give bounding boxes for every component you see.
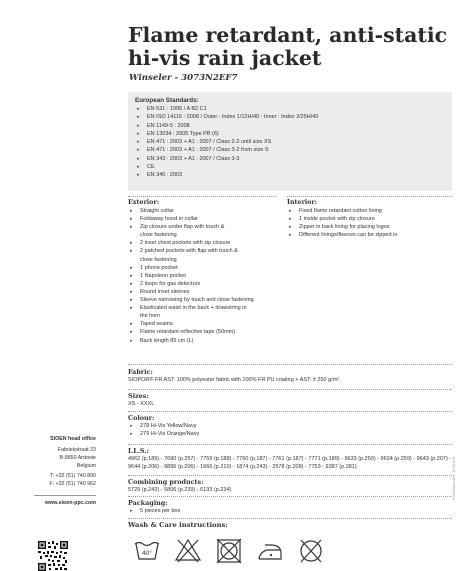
packaging-item: ▸ 5 pieces per box <box>128 507 452 515</box>
standards-list <box>135 105 452 180</box>
iron-low-icon <box>256 535 284 565</box>
sizes-heading: Sizes: <box>128 392 149 400</box>
standard-item: ▸ EN 13034 : 2005 Type PB (6) <box>135 130 452 138</box>
standard-item: ▸ CE <box>135 163 452 171</box>
colour-heading: Colour: <box>128 414 155 422</box>
qr-code-icon[interactable] <box>38 541 68 571</box>
do-not-bleach-icon <box>174 535 202 565</box>
wash-temp-label: 40° <box>142 550 152 557</box>
product-subtitle: Winseler - 3073N2EF7 <box>129 73 238 83</box>
standards-heading: European Standards: <box>135 97 199 104</box>
standard-item: ▸ EN 343 : 2003 + A1 : 2007 / Class 3-3 <box>135 155 452 163</box>
interior-section <box>287 199 452 239</box>
standard-item: ▸ EN 1149-5 : 2008 <box>135 122 452 130</box>
divider-packaging <box>128 496 452 497</box>
divider-exterior <box>128 196 276 197</box>
exterior-item: ▸ Taped seams <box>128 320 278 328</box>
combining-section <box>128 478 452 494</box>
care-icons <box>133 535 325 565</box>
exterior-item: ▸ 2 loops for gas detectors <box>128 280 278 288</box>
office-fax: F: +32 (51) 740 962 <box>49 481 96 488</box>
interior-item: ▸ Different linings/fleeces can be zipped in <box>287 231 452 239</box>
exterior-item: ▸ 2 inset chest pockets with zip closure <box>128 239 278 247</box>
divider-colour <box>128 411 452 412</box>
colour-item: ▸ 279 Hi-Vis Orange/Navy <box>128 430 452 438</box>
divider-combining <box>128 475 452 476</box>
colour-section <box>128 414 452 438</box>
divider-fabric <box>128 364 452 365</box>
office-street: Fabriekstraat 23 <box>57 447 96 454</box>
exterior-item: ▸ Foldaway hood in collar <box>128 215 278 223</box>
do-not-dry-clean-icon <box>297 535 325 565</box>
office-phone: T: +32 (51) 740 800 <box>49 473 96 480</box>
exterior-heading: Exterior: <box>128 199 160 206</box>
ils-heading: I.L.S.: <box>128 447 149 455</box>
sizes-section <box>128 392 452 408</box>
exterior-item: ▸ Elasticated waist in the back + drawstring in the hem <box>128 304 278 320</box>
office-divider <box>34 495 96 496</box>
ils-text: 4962 (p.189) - 7690 (p.257) - 7759 (p.188) - 7760 (p.187) - 7761 (p.187) - 7771 (p.189) - 9633 (p.259) - 9634 (p.259) - 9643 (p.207) - 9644 (p.206) - 9896 (p.206) - 1666 (p.210) - 1874 (p.243) - 2578 (p.208) - 7753 - 9387 (p.281) <box>128 456 452 470</box>
exterior-item: ▸ Flame retardant reflective tape (50mm) <box>128 328 278 336</box>
packaging-heading: Packaging: <box>128 499 168 507</box>
sizes-text: XS - XXXL <box>128 401 155 407</box>
interior-item: ▸ Fixed flame retardant cotton lining <box>287 207 452 215</box>
divider-wash <box>128 518 452 519</box>
divider-ils <box>128 444 452 445</box>
standard-item: ▸ EN 531 : 1995 / A B2 C1 <box>135 105 452 113</box>
exterior-item: ▸ Zip closure under flap with touch & close fastening <box>128 223 278 239</box>
office-website[interactable]: www.sioen-ppc.com <box>44 500 96 506</box>
office-website-wrap <box>34 498 96 507</box>
wash-40-icon <box>133 535 161 565</box>
colour-item: ▸ 278 Hi-Vis Yellow/Navy <box>128 422 452 430</box>
fabric-heading: Fabric: <box>128 368 153 376</box>
interior-list <box>287 207 452 239</box>
exterior-item: ▸ Straight collar <box>128 207 278 215</box>
exterior-list <box>128 207 278 345</box>
standard-item: ▸ EN 340 : 2003 <box>135 171 452 179</box>
combining-text: 5729 (p.243) - 5806 (p.239) - 6133 (p.234) <box>128 487 232 493</box>
ils-section <box>128 447 452 471</box>
exterior-item: ▸ Back length 85 cm (L) <box>128 337 278 345</box>
divider-sizes <box>128 389 452 390</box>
interior-item: ▸ 1 inside pocket with zip closure <box>287 215 452 223</box>
office-city: B-8850 Ardooie <box>59 455 96 462</box>
office-country: Belgium <box>76 463 96 470</box>
exterior-item: ▸ Sleeve narrowing by touch and close fastening <box>128 296 278 304</box>
do-not-tumble-dry-icon <box>215 535 243 565</box>
interior-heading: Interior: <box>287 199 317 206</box>
wash-section <box>128 521 452 529</box>
exterior-item: ▸ 1 Napoleon pocket <box>128 272 278 280</box>
standard-item: ▸ EN 471 : 2003 + A1 : 2007 / Class 2-2 until size XS <box>135 138 452 146</box>
exterior-item: ▸ 2 patched pockets with flap with touch & close fastening <box>128 247 278 263</box>
fabric-section <box>128 368 452 384</box>
fabric-text: SIOPOR® FR AST: 100% polyester fabric with 100% FR PU coating + AST; ± 250 g/m² <box>128 377 340 383</box>
page-title: Flame retardant, anti-static hi-vis rain jacket <box>128 23 448 70</box>
standards-box <box>128 92 452 191</box>
divider-interior <box>287 196 452 197</box>
exterior-item: ▸ Round inset sleeves <box>128 288 278 296</box>
combining-heading: Combining products: <box>128 478 204 486</box>
office-address <box>34 435 96 489</box>
packaging-section <box>128 499 452 515</box>
exterior-section <box>128 199 278 345</box>
interior-item: ▸ Zipper in back lining for placing logos <box>287 223 452 231</box>
standard-item: ▸ EN ISO 14116 : 2008 / Outer : Index 1/12H/40 - Inner : Index 3/25H/40 <box>135 113 452 121</box>
wash-heading: Wash & Care instructions: <box>128 521 228 529</box>
standard-item: ▸ EN 471 : 2003 + A1 : 2007 / Class 3-2 from size S <box>135 146 452 154</box>
colour-list <box>128 422 452 438</box>
exterior-item: ▸ 1 phone pocket <box>128 264 278 272</box>
office-name: SIOEN head office <box>50 436 96 442</box>
packaging-list <box>128 507 452 515</box>
